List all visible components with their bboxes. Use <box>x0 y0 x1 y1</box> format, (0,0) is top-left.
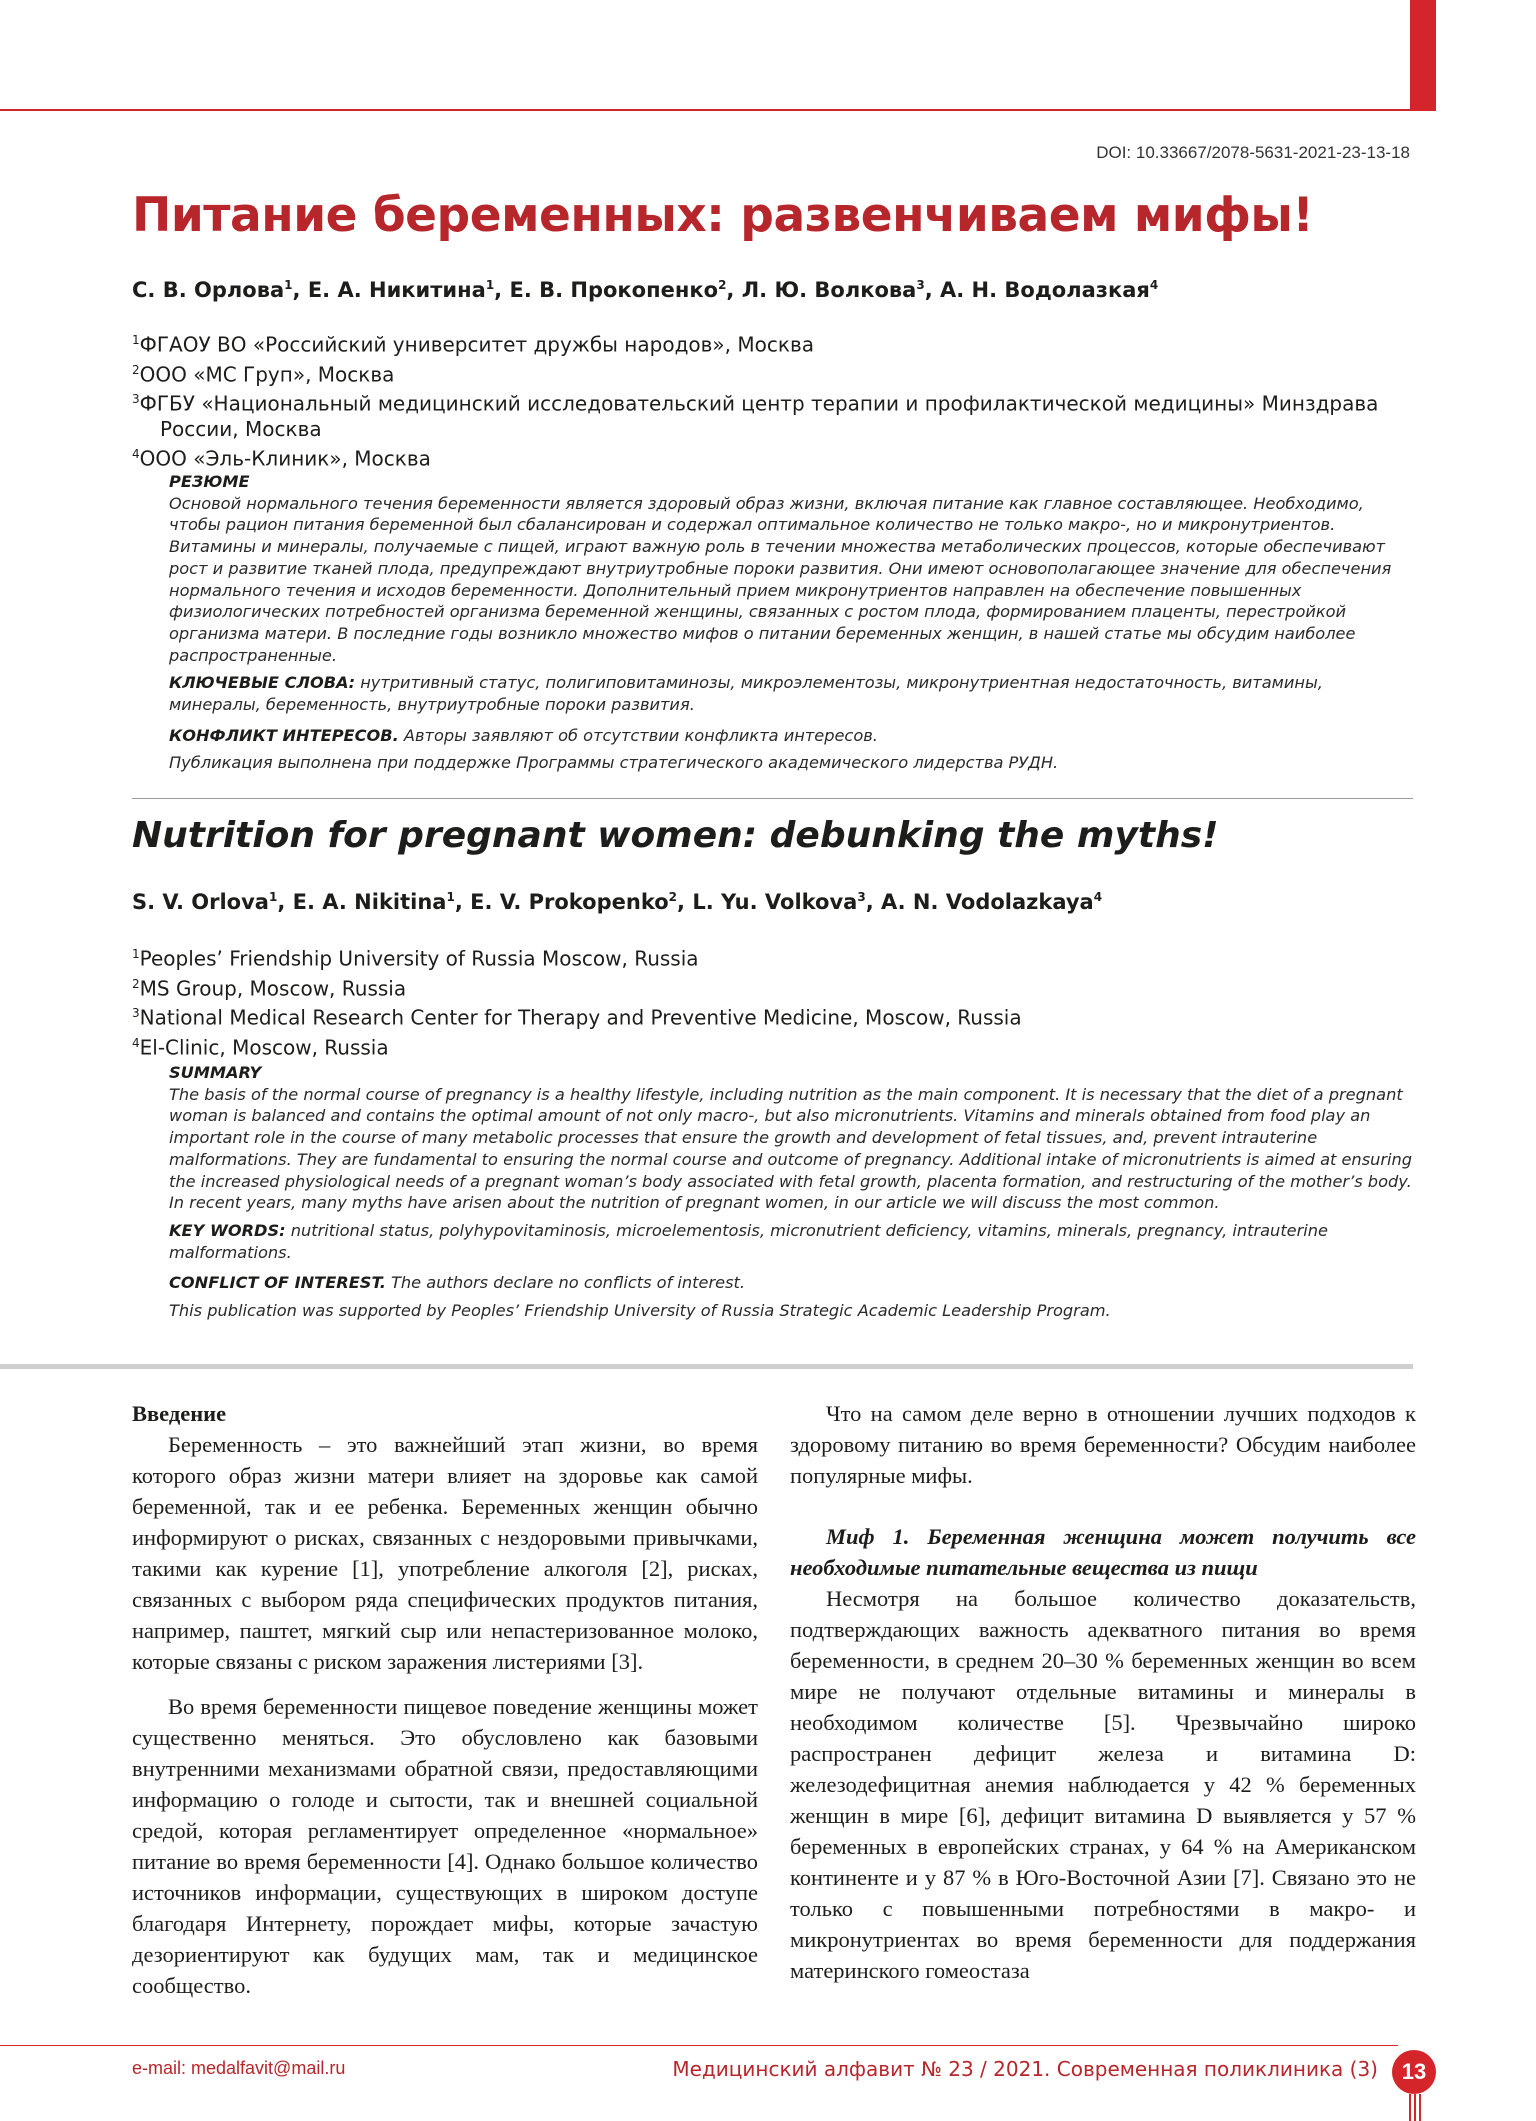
affiliation-ru-4: $^4$ООО «Эль-Клиник», Москва <box>132 446 431 471</box>
summary-text-en: The basis of the normal course of pregnancy is a healthy lifestyle, including nutrition as the main component. It is necessary that the diet of a pregnant woman is balanced and contains the optimal amount of not only macro-, but also micronutrients. Vitamins and minerals obtained from food play an important role in the course of many metabolic processes that ensure the growth and development of fetal tissues, and, prevent intrauterine malformations. They are fundamental to ensuring the normal course and outcome of pregnancy. Additional intake of micronutrients is aimed at ensuring the increased physiological needs of a pregnant woman’s body associated with fetal growth, placenta formation, and restructuring of the mother’s body. In recent years, many myths have arisen about the nutrition of pregnant women, in our article we will discuss the most common. <box>169 1084 1413 1213</box>
summary-text-ru: Основой нормального течения беременности является здоровый образ жизни, включая питание как главное составляющее. Необходимо, чтобы рацион питания беременной был сбалансирован и содержал оптимальное количество не только макро-, но и микронутриентов. Витамины и минералы, получаемые с пищей, играют важную роль в течении множества метаболических процессов, которые обеспечивают рост и развитие тканей плода, предупреждают внутриутробные пороки развития. Они имеют основополагающее значение для обеспечения нормального течения и исходов беременности. Дополнительный прием микронутриентов направлен на обеспечение повышенных физиологических потребностей организма беременной женщины, связанных с ростом плода, формированием плаценты, перестройкой организма матери. В последние годы возникло множество мифов о питании беременных женщин, в нашей статье мы обсудим наиболее распространенные. <box>169 493 1392 665</box>
ru-author-5: А. Н. Водолазкая$^4$ <box>940 278 1159 302</box>
page-number: 13 <box>1392 2050 1436 2094</box>
summary-label-en: SUMMARY <box>169 1063 262 1082</box>
section-divider <box>132 798 1413 799</box>
article-title-en: Nutrition for pregnant women: debunking the myths! <box>132 815 1219 856</box>
footer-email[interactable]: e-mail: medalfavit@mail.ru <box>132 2058 346 2078</box>
body-column-right <box>790 1398 1416 1986</box>
myth1-heading: Миф 1. Беременная женщина может получить все необходимые питательные вещества из пищи <box>790 1524 1416 1580</box>
doi[interactable]: DOI: 10.33667/2078-5631-2021-23-13-18 <box>1096 143 1410 162</box>
footer-rule <box>0 2045 1398 2046</box>
footer-journal: Медицинский алфавит № 23 / 2021. Современная поликлиника (3) <box>672 2057 1378 2081</box>
ru-author-3: Е. В. Прокопенко$^2$, <box>509 278 742 302</box>
en-author-3: E. V. Prokopenko$^2$, <box>470 890 693 914</box>
right-paragraph-2: Несмотря на большое количество доказательств, подтверждающих важность адекватного питания во время беременности, в среднем 20–30 % беременных женщин во всем мире не получают отдельные витамины и минералы в необходимом количестве [5]. Чрезвычайно широко распространен дефицит железа и витамина D: железодефицитная анемия наблюдается у 42 % беременных женщин в мире [6], дефицит витамина D выявляется у 57 % беременных в европейских странах, у 64 % на Американском континенте и у 87 % в Юго-Восточной Азии [7]. Связано это не только с повышенными потребностями в макро- и микронутриентах во время беременности для поддержания материнского гомеостаза <box>790 1586 1416 1983</box>
body-divider <box>0 1364 1413 1369</box>
affiliation-en-2: $^2$MS Group, Moscow, Russia <box>132 976 407 1001</box>
summary-label-ru: РЕЗЮМЕ <box>169 472 250 491</box>
affiliations-ru <box>132 328 1378 472</box>
authors-ru <box>132 278 1158 302</box>
ru-author-4: Л. Ю. Волкова$^3$, <box>741 278 940 302</box>
affiliation-en-4: $^4$El-Clinic, Moscow, Russia <box>132 1035 389 1060</box>
right-paragraph-1: Что на самом деле верно в отношении лучших подходов к здоровому питанию во время беременности? Обсудим наиболее популярные мифы. <box>790 1401 1416 1488</box>
intro-paragraph-2: Во время беременности пищевое поведение женщины может существенно меняться. Это обусловлено как базовыми внутренними механизмами обратной связи, предоставляющими информацию о голоде и сытости, так и внешней социальной средой, которая регламентирует определенное «нормальное» питание во время беременности [4]. Однако большое количество источников информации, существующих в широком доступе благодаря Интернету, порождает мифы, которые зачастую дезориентируют как будущих мам, так и медицинское сообщество. <box>132 1694 758 1998</box>
affiliation-en-1: $^1$Peoples’ Friendship University of Russia Moscow, Russia <box>132 946 699 971</box>
keywords-en: KEY WORDS: nutritional status, polyhypovitaminosis, microelementosis, micronutrient deficiency, vitamins, minerals, pregnancy, intrauterine malformations. <box>169 1220 1328 1262</box>
ru-author-1: С. В. Орлова$^1$, <box>132 278 308 302</box>
header-tab <box>1410 0 1436 111</box>
affiliation-ru-3: $^3$ФГБУ «Национальный медицинский исследовательский центр терапии и профилактической медицины» Минздрава <box>132 391 1379 416</box>
header-rule <box>0 109 1436 111</box>
affiliation-en-3: $^3$National Medical Research Center for Therapy and Preventive Medicine, Moscow, Russia <box>132 1005 1022 1030</box>
authors-en <box>132 890 1102 914</box>
intro-paragraph-1: Беременность – это важнейший этап жизни, во время которого образ жизни матери влияет на здоровье как самой беременной, так и ее ребенка. Беременных женщин обычно информируют о рисках, связанных с нездоровыми привычками, такими как курение [1], употребление алкоголя [2], рисках, связанных с выбором ряда специфических продуктов питания, например, паштет, мягкий сыр или непастеризованное молоко, которые связаны с риском заражения листериями [3]. <box>132 1432 758 1674</box>
body-column-left <box>132 1398 758 2001</box>
abstract-ru <box>169 471 1413 774</box>
affiliations-en <box>132 942 1022 1061</box>
article-title-ru: Питание беременных: развенчиваем мифы! <box>132 188 1314 243</box>
keywords-ru: КЛЮЧЕВЫЕ СЛОВА: нутритивный статус, полигиповитаминозы, микроэлементозы, микронутриентная недостаточность, витамины, минералы, беременность, внутриутробные пороки развития. <box>169 673 1323 715</box>
en-author-5: A. N. Vodolazkaya$^4$ <box>881 890 1103 914</box>
funding-en: This publication was supported by Peoples’ Friendship University of Russia Strategic Academic Leadership Program. <box>169 1301 1111 1321</box>
ru-author-2: Е. А. Никитина$^1$, <box>307 278 510 302</box>
funding-ru: Публикация выполнена при поддержке Программы стратегического академического лидерства РУДН. <box>169 753 1059 773</box>
en-author-2: E. A. Nikitina$^1$, <box>292 890 471 914</box>
abstract-en <box>169 1062 1413 1322</box>
conflict-en: CONFLICT OF INTEREST. The authors declare no conflicts of interest. <box>169 1273 746 1293</box>
intro-heading: Введение <box>132 1401 227 1426</box>
en-author-4: L. Yu. Volkova$^3$, <box>692 890 881 914</box>
affiliation-ru-1: $^1$ФГАОУ ВО «Российский университет дружбы народов», Москва <box>132 332 814 357</box>
affiliation-ru-2: $^2$ООО «МС Груп», Москва <box>132 362 395 387</box>
en-author-1: S. V. Orlova$^1$, <box>132 890 293 914</box>
page-stripes <box>1409 2094 1425 2121</box>
conflict-ru: КОНФЛИКТ ИНТЕРЕСОВ. Авторы заявляют об отсутствии конфликта интересов. <box>169 725 878 745</box>
affiliation-ru-3-cont: России, Москва <box>160 416 322 441</box>
